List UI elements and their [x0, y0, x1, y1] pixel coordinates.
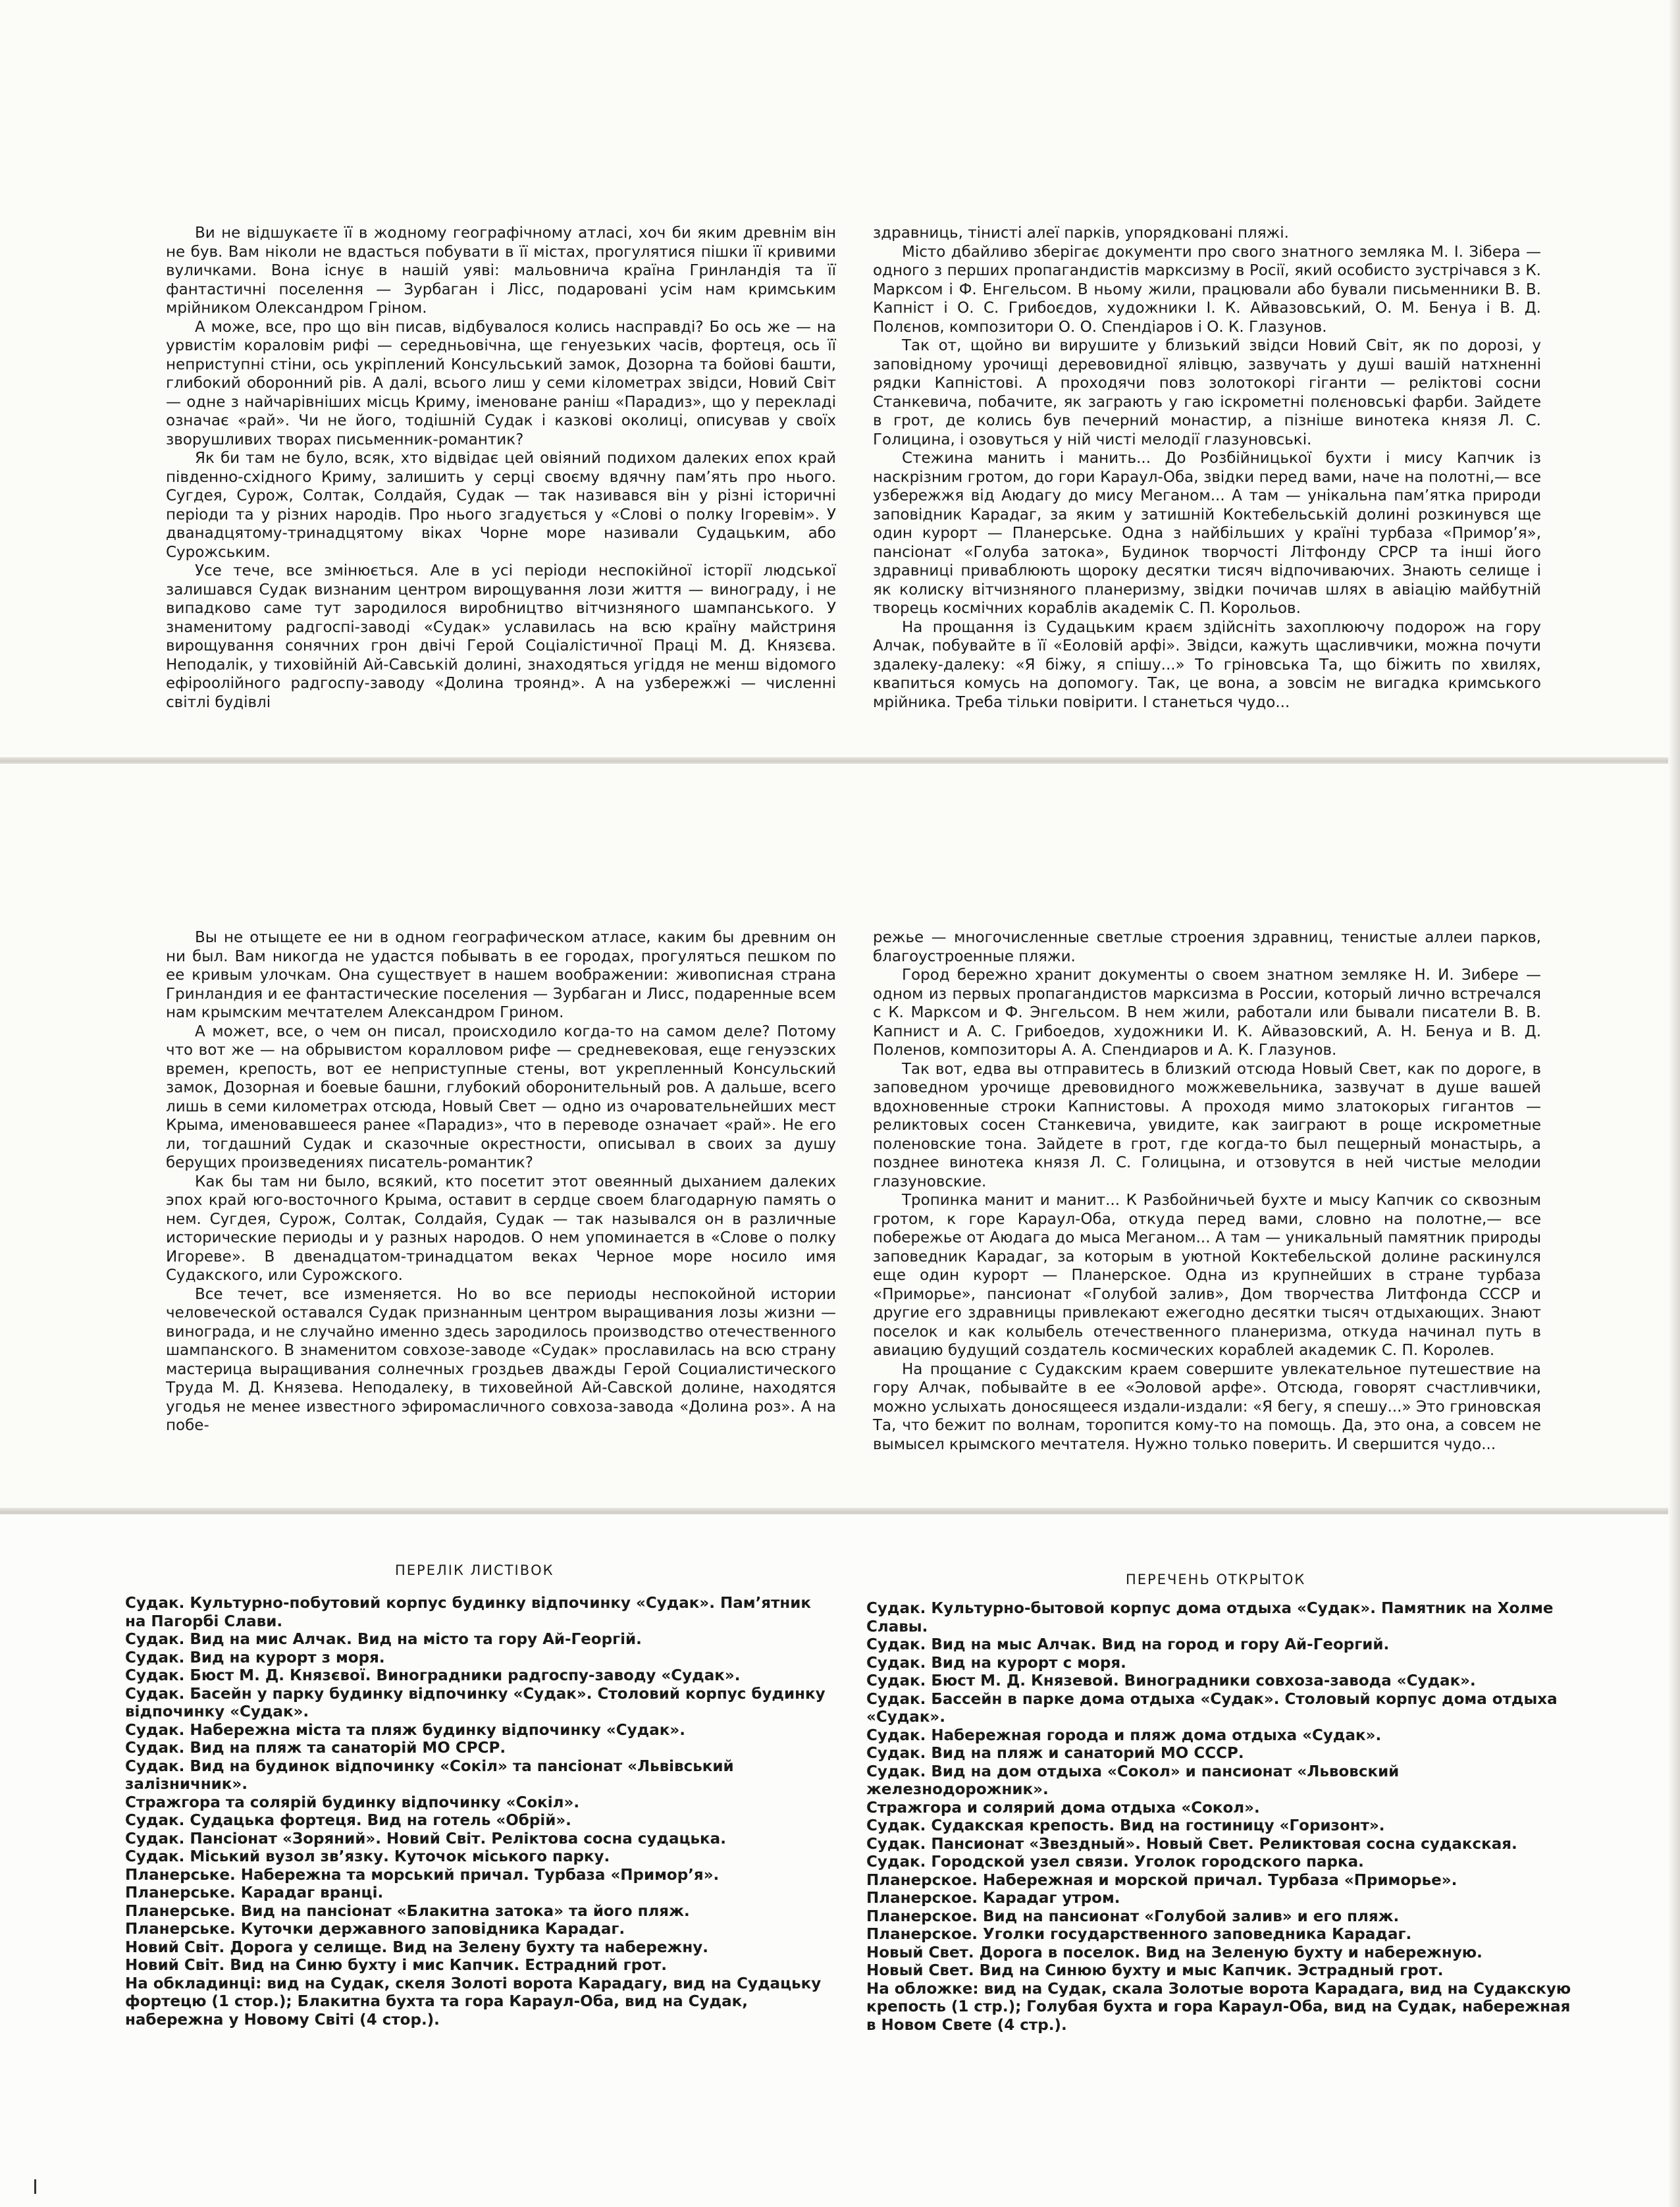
paragraph: А може, все, про що він писав, відбувалося колись насправді? Бо ось же — на урвистім кораловім рифі — середньовічна, ще генуезьких часів, фортеця, ось її неприступні стіни, ось укріплений Консульський замок, Дозорна та бойові башти, глибокий оборонний рів. А далі, всього лиш у семи кілометрах звідси, Новий Світ — одне з найчарівніших місць Криму, іменоване раніш «Парадиз», що у перекладі означає «рай». Чи не його, тодішній Судак і казкові околиці, описував у своїх зворушливих творах письменник-романтик?: [166, 318, 836, 448]
list-item: Планерское. Вид на пансионат «Голубой залив» и его пляж.: [866, 1907, 1400, 1925]
list-item: Планерське. Вид на пансіонат «Блакитна затока» та його пляж.: [125, 1902, 690, 1920]
list-item: Судак. Набережна міста та пляж будинку відпочинку «Судак».: [125, 1721, 685, 1739]
paragraph: Город бережно хранит документы о своем знатном земляке Н. И. Зибере — одном из первых пропагандистов марксизма в России, который лично встречался с К. Марксом и Ф. Энгельсом. В нем жили, работали или бывали писатели В. В. Капнист и А. С. Грибоедов, художники И. К. Айвазовский, А. Н. Бенуа и В. Д. Поленов, композиторы А. А. Спендиаров и А. К. Глазунов.: [873, 967, 1541, 1059]
list-item: Судак. Басейн у парку будинку відпочинку «Судак». Столовий корпус будинку відпочинку «Судак».: [125, 1685, 826, 1720]
list-item: Планерское. Уголки государственного заповедника Карадаг.: [866, 1926, 1412, 1943]
paragraph: Стежина манить і манить... До Розбійницької бухти і мису Капчик із наскрізним гротом, до гори Караул-Оба, звідки перед вами, наче на полотні,— все узбережжя від Аюдагу до мису Меганом... А там — унікальна пам’ятка природи заповідник Карадаг, за яким у затишній Коктебельській долині розкинувся ще один курорт — Планерське. Одна з найбільших у країні турбаза «Примор’я», пансіонат «Голуба затока», Будинок творчості Літфонду СРСР та інші його здравниці приваблюють щороку десятки тисяч відпочиваючих. Знають селище і як колиску вітчизняного планеризму, звідки почичав шлях в авіацію майбутній творець космічних кораблів академік С. П. Корольов.: [873, 450, 1541, 617]
list-item: Судак. Вид на пляж та санаторій МО СРСР.: [125, 1740, 506, 1757]
list-item: Стражгора та солярій будинку відпочинку «Сокіл».: [125, 1794, 580, 1811]
cover-note: На обкладинці: вид на Судак, скеля Золоті ворота Карадагу, вид на Судацьку фортецю (1 стор.); Блакитна бухта та гора Караул-Оба, вид на Судак, набережна у Новому Світі (4 стор.).: [125, 1975, 822, 2029]
ukrainian-text-column-2: [873, 224, 1541, 712]
edge-mark: [34, 2179, 36, 2194]
page-edge-shadow: [1668, 0, 1680, 2207]
ukrainian-postcard-list: [125, 1595, 836, 2029]
russian-postcard-list: [866, 1600, 1574, 2034]
list-item: Судак. Бассейн в парке дома отдыха «Судак». Столовый корпус дома отдыха «Судак».: [866, 1690, 1558, 1726]
russian-list-title: ПЕРЕЧЕНЬ ОТКРЫТОК: [1126, 1572, 1306, 1587]
list-item: Судак. Вид на курорт з моря.: [125, 1649, 385, 1666]
paragraph: На прощание с Судакским краем совершите увлекательное путешествие на гору Алчак, побывайте в ее «Эоловой арфе». Отсюда, говорят счастливчики, можно услыхать доносящееся издали-издали: «Я бегу, я спешу...» Это гриновская Та, что бежит по волнам, торопится кому-то на помощь. Да, это она, а совсем не вымысел крымского мечтателя. Нужно только поверить. И свершится чудо...: [873, 1360, 1541, 1453]
list-item: Новий Світ. Вид на Синю бухту і мис Капчик. Естрадний грот.: [125, 1957, 667, 1974]
paragraph: Все течет, все изменяется. Но во все периоды неспокойной истории человеческой оставался Судак признанным центром выращивания лозы жизни — винограда, и не случайно именно здесь зародилось производство отечественного шампанского. В знаменитом совхозе-заводе «Судак» прославилась на всю страну мастерица выращивания солнечных гроздьев дважды Герой Социалистического Труда М. Д. Князева. Неподалеку, в тиховейной Ай-Савской долине, находятся угодья не менее известного эфиромасличного совхоза-завода «Долина роз». А на побе-: [166, 1285, 836, 1434]
paragraph: Місто дбайливо зберігає документи про свого знатного земляка М. І. Зібера — одного з перших пропагандистів марксизму в Росії, який особисто зустрічався з К. Марксом і Ф. Енгельсом. В ньому жили, працювали або бували письменники В. В. Капніст і О. С. Грибоєдов, художники І. К. Айвазовський, О. М. Бенуа і В. Д. Полєнов, композитори О. О. Спендіаров і О. К. Глазунов.: [873, 243, 1541, 336]
cover-note: На обложке: вид на Судак, скала Золотые ворота Карадага, вид на Судакскую крепость (1 стр.); Голубая бухта и гора Караул-Оба, вид на Судак, набережная в Новом Свете (4 стр.).: [866, 1980, 1571, 2034]
paragraph: Вы не отыщете ее ни в одном географическом атласе, каким бы древним он ни был. Вам никогда не удастся побывать в ее городах, прогуляться пешком по ее кривым улочкам. Она существует в нашем воображении: живописная страна Гринландия и ее фантастические поселения — Зурбаган и Лисс, подаренные всем нам крымским мечтателем Александром Грином.: [166, 929, 836, 1021]
paragraph: Ви не відшукаєте її в жодному географічному атласі, хоч би яким древнім він не був. Вам ніколи не вдасться побувати в її містах, прогулятися пішки її кривими вуличками. Вона існує в нашій уяві: мальовнича країна Гринландія та її фантастичні поселення — Зурбаган і Лісс, подаровані усім нам кримським мрійником Олександром Гріном.: [166, 225, 836, 317]
list-item: Судак. Вид на дом отдыха «Сокол» и пансионат «Львовский железнодорожник».: [866, 1763, 1400, 1798]
paragraph: Усе тече, все змінюється. Але в усі періоди неспокійної історії людської залишався Судак визнаним центром вирощування лози життя — винограду, і не випадково саме тут зародилося виробництво вітчизняного шампанського. У знаменитому радгоспі-заводі «Судак» уславилась на всю країну майстриня вирощування сонячних грон двічі Герой Соціалістичної Праці М. Д. Князєва. Неподалік, у тиховійній Ай-Савській долині, знаходяться угіддя не менш відомого ефіроолійного радгоспу-заводу «Долина троянд». А на узбережжі — численні світлі будівлі: [166, 562, 836, 711]
list-item: Планерське. Карадаг вранці.: [125, 1884, 384, 1901]
list-item: Судак. Культурно-побутовий корпус будинку відпочинку «Судак». Пам’ятник на Пагорбі Слави.: [125, 1595, 812, 1630]
list-item: Судак. Судакская крепость. Вид на гостиницу «Горизонт».: [866, 1817, 1385, 1834]
list-item: Планерське. Набережна та морський причал. Турбаза «Примор’я».: [125, 1866, 720, 1884]
paragraph: Тропинка манит и манит... К Разбойничьей бухте и мысу Капчик со сквозным гротом, к горе Караул-Оба, откуда перед вами, словно на полотне,— все побережье от Аюдага до мыса Меганом... А там — уникальный памятник природы заповедник Карадаг, за которым в уютной Коктебельской долине раскинулся еще один курорт — Планерское. Одна из крупнейших в стране турбаза «Приморье», пансионат «Голубой залив», Дом творчества Литфонда СССР и другие его здравницы привлекают ежегодно десятки тысяч отдыхающих. Знают поселок и как колыбель отечественного планеризма, откуда начинал путь в авиацию будущий создатель космических кораблей академик С. П. Королев.: [873, 1192, 1541, 1359]
ukrainian-list-title: ПЕРЕЛІК ЛИСТІВОК: [395, 1562, 554, 1578]
list-item: Стражгора и солярий дома отдыха «Сокол».: [866, 1799, 1260, 1817]
paragraph: Так от, щойно ви вирушите у близький звідси Новий Світ, як по дорозі, у заповідному урочищі деревовидної ялівцю, зазвучать у душі вашій натхненні рядки Капністові. А проходячи повз золотокорі гіганти — реліктові сосни Станкевича, побачите, як заграють у гаю іскрометні полєновські фарби. Зайдете в грот, де колись був печерний монастир, а пізніше винотека князя Л. С. Голицина, і озовуться у ній чисті мелодії глазуновські.: [873, 337, 1541, 448]
list-item: Планерское. Набережная и морской причал. Турбаза «Приморье».: [866, 1871, 1457, 1889]
paragraph: Так вот, едва вы отправитесь в близкий отсюда Новый Свет, как по дороге, в заповедном урочище древовидного можжевельника, зазвучат в душе вашей вдохновенные строки Капнистовы. А проходя мимо златокорых гигантов — реликтовых сосен Станкевича, увидите, как заиграют в роще искрометные поленовские тона. Зайдете в грот, где когда-то был пещерный монастырь, а позднее винотека князя Л. С. Голицына, и отзовутся в ней чистые мелодии глазуновские.: [873, 1060, 1541, 1190]
russian-text-column-1: [166, 928, 836, 1435]
paragraph: А может, все, о чем он писал, происходило когда-то на самом деле? Потому что вот же — на обрывистом коралловом рифе — средневековая, еще генуэзских времен, крепость, вот ее неприступные стены, вот укрепленный Консульский замок, Дозорная и боевые башни, глубокий оборонительный ров. А дальше, всего лишь в семи километрах отсюда, Новый Свет — одно из очаровательнейших мест Крыма, именовавшееся ранее «Парадиз», что в переводе означает «рай». Не его ли, тогдашний Судак и сказочные окрестности, описывал в своих за душу берущих произведениях писатель-романтик?: [166, 1023, 836, 1171]
list-item: Планерське. Куточки державного заповідника Карадаг.: [125, 1921, 625, 1938]
list-item: Судак. Вид на пляж и санаторий МО СССР.: [866, 1745, 1244, 1762]
list-item: Судак. Культурно-бытовой корпус дома отдыха «Судак». Памятник на Холме Славы.: [866, 1600, 1554, 1635]
paragraph: На прощання із Судацьким краєм здійсніть захоплюючу подорож на гору Алчак, побувайте в її «Еоловій арфі». Звідси, кажуть щасливчики, можна почути здалеку-далеку: «Я біжу, я спішу...» То гріновська Та, що біжить по хвилях, квапиться комусь на допомогу. Так, це вона, а зовсім не вигадка кримського мрійника. Треба тільки повірити. І станеться чудо...: [873, 618, 1541, 711]
list-item: Судак. Міський вузол зв’язку. Куточок міського парку.: [125, 1848, 610, 1865]
list-item: Судак. Пансионат «Звездный». Новый Свет. Реликтовая сосна судакская.: [866, 1835, 1517, 1853]
list-item: Судак. Пансіонат «Зоряний». Новий Світ. Реліктова сосна судацька.: [125, 1830, 726, 1848]
list-item: Новий Світ. Дорога у селище. Вид на Зелену бухту та набережну.: [125, 1938, 708, 1956]
list-item: Судак. Вид на курорт с моря.: [866, 1654, 1126, 1672]
list-item: Новый Свет. Вид на Синюю бухту и мыс Капчик. Эстрадный грот.: [866, 1962, 1444, 1979]
list-item: Судак. Вид на мыс Алчак. Вид на город и гору Ай-Георгий.: [866, 1636, 1390, 1653]
list-item: Судак. Набережная города и пляж дома отдыха «Судак».: [866, 1726, 1382, 1744]
paragraph: Как бы там ни было, всякий, кто посетит этот овеянный дыханием далеких эпох край юго-восточного Крыма, оставит в сердце своем благодарную память о нем. Сугдея, Сурож, Солтак, Солдайя, Судак — так назывался он в различные исторические периоды и у разных народов. О нем упоминается в «Слове о полку Игореве». В двенадцатом-тринадцатом веках Черное море носило имя Судакского, или Сурожского.: [166, 1173, 836, 1284]
list-item: Судак. Вид на мис Алчак. Вид на місто та гору Ай-Георгій.: [125, 1631, 642, 1648]
ukrainian-text-column-1: [166, 224, 836, 712]
list-item: Судак. Судацька фортеця. Вид на готель «Обрій».: [125, 1812, 571, 1829]
russian-text-column-2: [873, 928, 1541, 1454]
paragraph: Як би там не було, всяк, хто відвідає цей овіяний подихом далеких епох край південно-східного Криму, залишить у серці своєму вдячну пам’ять про нього. Сугдея, Сурож, Солтак, Солдайя, Судак — так називався він у різні історичні періоди та у різних народів. Про нього згадується у «Слові о полку Ігоревім». У дванадцятому-тринадцятому віках Чорне море називали Судацьким, або Сурожським.: [166, 450, 836, 561]
list-item: Судак. Бюст М. Д. Князєвої. Виноградники радгоспу-заводу «Судак».: [125, 1667, 741, 1684]
list-item: Судак. Бюст М. Д. Князевой. Виноградники совхоза-завода «Судак».: [866, 1672, 1476, 1689]
list-item: Судак. Городской узел связи. Уголок городского парка.: [866, 1853, 1364, 1871]
list-item: Новый Свет. Дорога в поселок. Вид на Зеленую бухту и набережную.: [866, 1944, 1483, 1961]
list-item: Судак. Вид на будинок відпочинку «Сокіл» та пансіонат «Львівський залізничник».: [125, 1757, 734, 1793]
paragraph: режье — многочисленные светлые строения здравниц, тенистые аллеи парков, благоустроенные пляжи.: [873, 929, 1541, 965]
list-item: Планерское. Карадаг утром.: [866, 1890, 1120, 1907]
paragraph: здравниць, тінисті алеї парків, упорядковані пляжі.: [873, 225, 1289, 242]
